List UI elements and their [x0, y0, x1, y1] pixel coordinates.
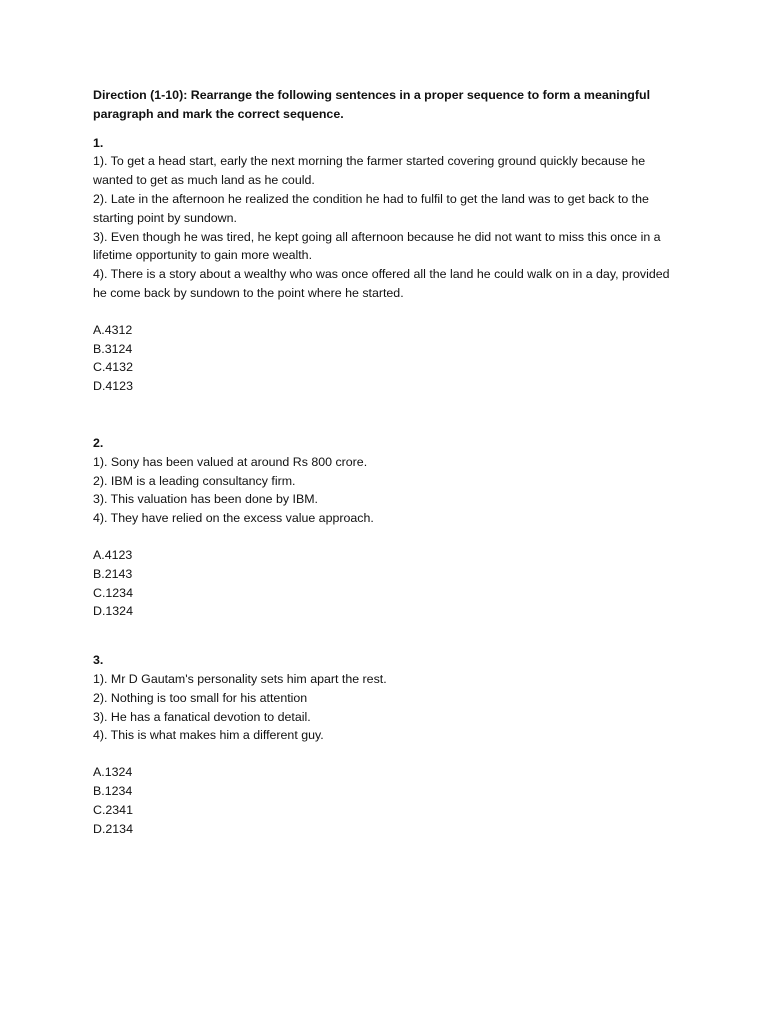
answer-options	[93, 546, 676, 621]
answer-option: C.4132	[93, 360, 133, 375]
answer-option: D.2134	[93, 821, 133, 836]
answer-option: B.2143	[93, 566, 133, 581]
sentence-item: 2). Nothing is too small for his attention	[93, 690, 308, 705]
answer-option: D.1324	[93, 604, 133, 619]
question-3	[93, 651, 676, 838]
question-1	[93, 134, 676, 396]
direction-text: : Rearrange the following sentences in a proper sequence to form a meaningful paragraph and mark the correct sequence.	[93, 88, 651, 121]
answer-option: B.3124	[93, 341, 133, 356]
answer-option: B.1234	[93, 783, 133, 798]
answer-option: A.4312	[93, 322, 133, 337]
sentence-item: 1). To get a head start, early the next morning the farmer started covering ground quickly because he wanted to get as much land as he could.	[93, 154, 646, 188]
sentence-item: 4). There is a story about a wealthy who was once offered all the land he could walk on in a day, provided he come back by sundown to the point where he started.	[93, 267, 670, 300]
answer-option: C.1234	[93, 585, 133, 600]
answer-options	[93, 321, 676, 396]
question-2	[93, 434, 676, 621]
sentence-item: 3). He has a fanatical devotion to detail.	[93, 709, 311, 724]
sentence-item: 3). This valuation has been done by IBM.	[93, 492, 319, 507]
answer-option: D.4123	[93, 379, 133, 394]
sentence-item: 1). Sony has been valued at around Rs 800 crore.	[93, 454, 368, 469]
sentence-item: 3). Even though he was tired, he kept going all afternoon because he did not want to miss this once in a lifetime opportunity to gain more wealth.	[93, 229, 661, 263]
sentence-item: 4). This is what makes him a different guy.	[93, 728, 324, 743]
question-number: 2.	[93, 435, 104, 450]
sentence-item: 2). IBM is a leading consultancy firm.	[93, 473, 296, 488]
answer-options	[93, 763, 676, 838]
direction-label: Direction (1-10)	[93, 88, 184, 102]
direction-heading	[93, 86, 676, 124]
sentence-item: 1). Mr D Gautam's personality sets him apart the rest.	[93, 671, 387, 686]
answer-option: A.1324	[93, 765, 133, 780]
answer-option: C.2341	[93, 802, 133, 817]
question-number: 3.	[93, 653, 104, 668]
question-number: 1.	[93, 135, 104, 150]
sentence-item: 4). They have relied on the excess value approach.	[93, 511, 374, 526]
answer-option: A.4123	[93, 547, 133, 562]
sentence-item: 2). Late in the afternoon he realized the condition he had to fulfil to get the land was to get back to the starting point by sundown.	[93, 191, 649, 225]
